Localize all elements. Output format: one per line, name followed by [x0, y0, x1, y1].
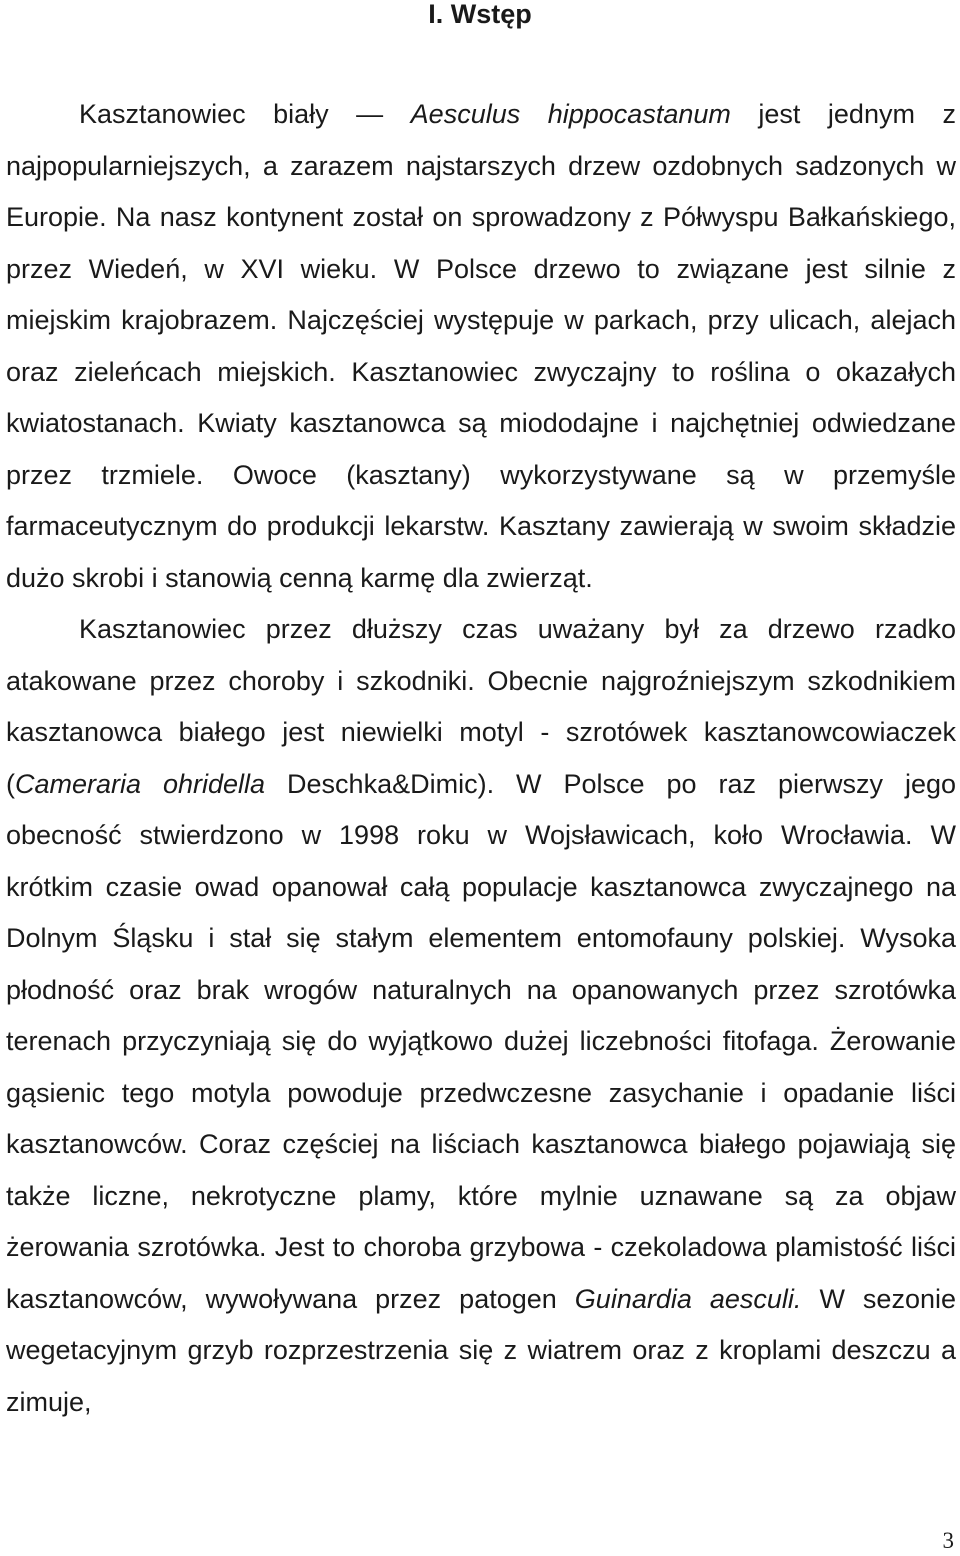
- p2-text-3: W sezonie wegetacyjnym grzyb rozprzestrzenia się z wiatrem oraz z kroplami deszczu a zimuje,: [6, 1283, 956, 1417]
- p1-text-1: Kasztanowiec biały —: [79, 99, 384, 129]
- latin-name-cameraria: Cameraria ohridella: [15, 768, 266, 799]
- page-number: 3: [942, 1528, 954, 1553]
- paragraph-1: [6, 89, 956, 604]
- section-heading: I. Wstęp: [428, 0, 532, 29]
- body-text: [6, 89, 956, 1428]
- paragraph-2: [6, 604, 956, 1428]
- p2-text-1: Kasztanowiec przez dłuższy czas uważany był za drzewo rzadko atakowane przez choroby i szkodniki. Obecnie najgroźniejszym szkodnikiem kasztanowca białego jest niewielki motyl - szrotówek kasztanowcowiaczek (: [6, 614, 956, 799]
- latin-name-guinardia: Guinardia aesculi.: [574, 1283, 802, 1314]
- latin-name-aesculus: Aesculus hippocastanum: [410, 99, 731, 129]
- p2-text-2: Deschka&Dimic). W Polsce po raz pierwszy jego obecność stwierdzono w 1998 roku w Wojsławicach, koło Wrocławia. W krótkim czasie owad opanował całą populacje kasztanowca zwyczajnego na Dolnym Śląsku i stał się stałym elementem entomofauny polskiej. Wysoka płodność oraz brak wrogów naturalnych na opanowanych przez szrotówka terenach przyczyniają się do wyjątkowo dużej liczebności fitofaga. Żerowanie gąsienic tego motyla powoduje przedwczesne zasychanie i opadanie liści kasztanowców. Coraz częściej na liściach kasztanowca białego pojawiają się także liczne, nekrotyczne plamy, które mylnie uznawane są za objaw żerowania szrotówka. Jest to choroba grzybowa - czekoladowa plamistość liści kasztanowców, wywoływana przez patogen: [6, 768, 956, 1314]
- p1-text-2: jest jednym z najpopularniejszych, a zarazem najstarszych drzew ozdobnych sadzonych w Europie. Na nasz kontynent został on sprowadzony z Półwyspu Bałkańskiego, przez Wiedeń, w XVI wieku. W Polsce drzewo to związane jest silnie z miejskim krajobrazem. Najczęściej występuje w parkach, przy ulicach, alejach oraz zieleńcach miejskich. Kasztanowiec zwyczajny to roślina o okazałych kwiatostanach. Kwiaty kasztanowca są miododajne i najchętniej odwiedzane przez trzmiele. Owoce (kasztany) wykorzystywane są w przemyśle farmaceutycznym do produkcji lekarstw. Kasztany zawierają w swoim składzie dużo skrobi i stanowią cenną karmę dla zwierząt.: [6, 99, 956, 593]
